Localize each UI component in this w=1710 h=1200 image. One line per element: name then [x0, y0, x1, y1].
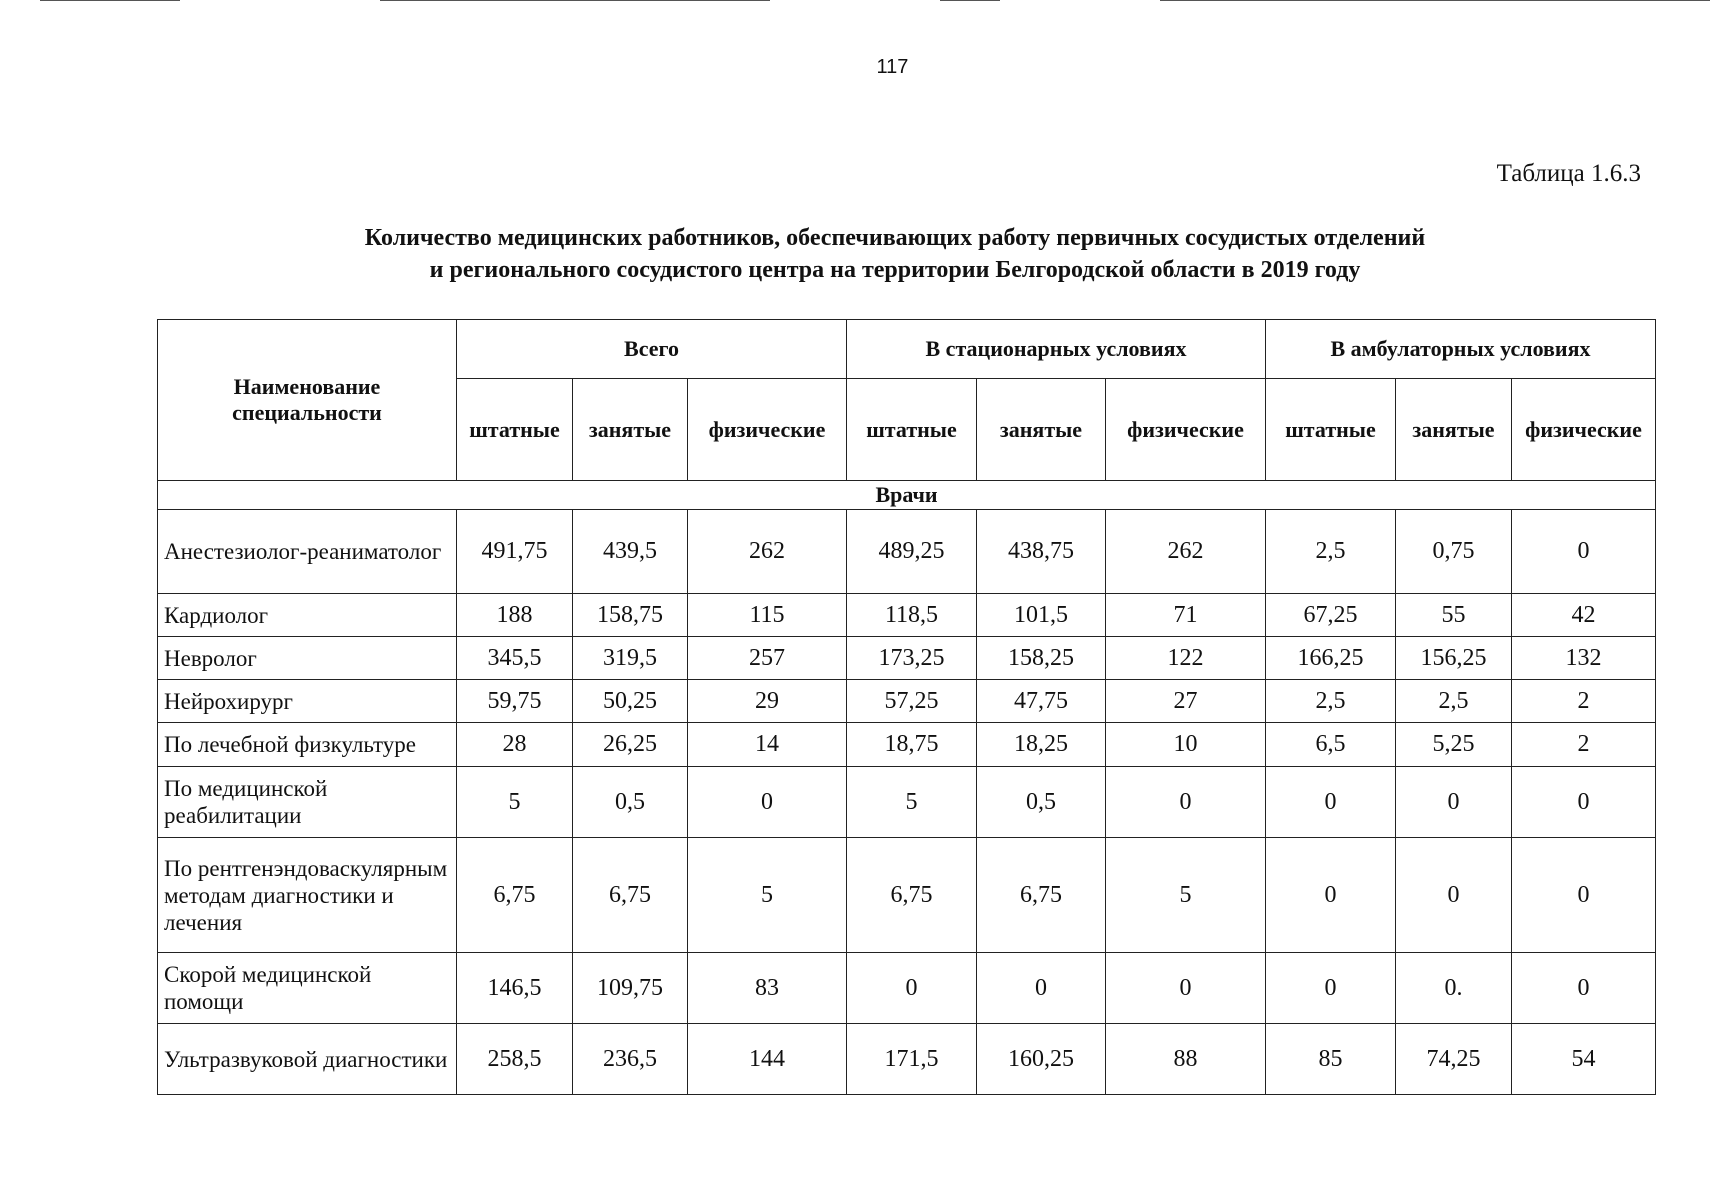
table-cell: 0: [1266, 953, 1396, 1024]
title-line-1: Количество медицинских работников, обеспечивающих работу первичных сосудистых отделений: [364, 225, 1426, 251]
table-cell: 6,75: [977, 838, 1106, 953]
table-cell: 262: [688, 510, 847, 594]
table-cell: 158,25: [977, 637, 1106, 680]
table-cell: 0: [1266, 838, 1396, 953]
header-subcolumn: штатные: [1266, 379, 1396, 481]
table-cell: 257: [688, 637, 847, 680]
table-cell: 18,25: [977, 723, 1106, 767]
header-subcolumn: занятые: [573, 379, 688, 481]
table-cell: 5: [688, 838, 847, 953]
table-cell: 489,25: [847, 510, 977, 594]
table-cell: 54: [1512, 1024, 1656, 1095]
row-specialty: Скорой медицинской помощи: [158, 953, 457, 1024]
table-cell: 55: [1396, 594, 1512, 637]
header-group-outpatient: В амбулаторных условиях: [1266, 320, 1656, 379]
table-cell: 2,5: [1266, 680, 1396, 723]
table-cell: 0: [847, 953, 977, 1024]
table-cell: 0: [688, 767, 847, 838]
row-specialty: Нейрохирург: [158, 680, 457, 723]
table-cell: 71: [1106, 594, 1266, 637]
table-cell: 0: [1106, 767, 1266, 838]
table-cell: 171,5: [847, 1024, 977, 1095]
table-cell: 0: [1106, 953, 1266, 1024]
header-subcolumn: занятые: [977, 379, 1106, 481]
document-title: [0, 222, 1710, 286]
table-cell: 0: [1512, 767, 1656, 838]
table-cell: 5,25: [1396, 723, 1512, 767]
table-cell: 0: [1266, 767, 1396, 838]
table-cell: 18,75: [847, 723, 977, 767]
table-cell: 439,5: [573, 510, 688, 594]
table-cell: 28: [457, 723, 573, 767]
table-cell: 2: [1512, 680, 1656, 723]
table-cell: 144: [688, 1024, 847, 1095]
table-cell: 0,5: [977, 767, 1106, 838]
table-cell: 115: [688, 594, 847, 637]
table-cell: 173,25: [847, 637, 977, 680]
table-cell: 438,75: [977, 510, 1106, 594]
table-cell: 122: [1106, 637, 1266, 680]
table-cell: 14: [688, 723, 847, 767]
header-group-inpatient: В стационарных условиях: [847, 320, 1266, 379]
table-cell: 0,5: [573, 767, 688, 838]
table-row: [158, 767, 1656, 838]
table-cell: 42: [1512, 594, 1656, 637]
table-row: [158, 680, 1656, 723]
table-cell: 156,25: [1396, 637, 1512, 680]
table-cell: 491,75: [457, 510, 573, 594]
header-subcolumn: физические: [1512, 379, 1656, 481]
table-cell: 2,5: [1266, 510, 1396, 594]
staff-table: [157, 319, 1656, 1095]
table-cell: 26,25: [573, 723, 688, 767]
table-cell: 160,25: [977, 1024, 1106, 1095]
table-row: [158, 723, 1656, 767]
table-cell: 6,75: [457, 838, 573, 953]
table-label: Таблица 1.6.3: [1496, 160, 1641, 187]
table-cell: 6,75: [847, 838, 977, 953]
table-cell: 2: [1512, 723, 1656, 767]
table-cell: 345,5: [457, 637, 573, 680]
table-cell: 132: [1512, 637, 1656, 680]
table-row: [158, 594, 1656, 637]
table-row: [158, 838, 1656, 953]
table-row: [158, 1024, 1656, 1095]
header-specialty: Наименование специальности: [158, 320, 457, 481]
table-cell: 0.: [1396, 953, 1512, 1024]
scan-edge-line: [940, 0, 1000, 1]
table-cell: 6,75: [573, 838, 688, 953]
header-subcolumn: занятые: [1396, 379, 1512, 481]
table-cell: 0: [1512, 838, 1656, 953]
table-cell: 0: [1512, 510, 1656, 594]
header-subcolumn: физические: [1106, 379, 1266, 481]
table-cell: 0: [977, 953, 1106, 1024]
table-cell: 6,5: [1266, 723, 1396, 767]
row-specialty: Ультразвуковой диагностики: [158, 1024, 457, 1095]
row-specialty: По медицинской реабилитации: [158, 767, 457, 838]
table-row: [158, 510, 1656, 594]
row-specialty: По рентгенэндоваскулярным методам диагностики и лечения: [158, 838, 457, 953]
table-cell: 188: [457, 594, 573, 637]
row-specialty: Анестезиолог-реаниматолог: [158, 510, 457, 594]
table-row: [158, 953, 1656, 1024]
table-cell: 258,5: [457, 1024, 573, 1095]
table-cell: 5: [1106, 838, 1266, 953]
table-cell: 50,25: [573, 680, 688, 723]
scan-edge-line: [40, 0, 180, 1]
table-cell: 88: [1106, 1024, 1266, 1095]
table-cell: 0,75: [1396, 510, 1512, 594]
table-cell: 67,25: [1266, 594, 1396, 637]
row-specialty: Кардиолог: [158, 594, 457, 637]
table-cell: 5: [847, 767, 977, 838]
section-label: Врачи: [158, 481, 1656, 510]
section-row: [158, 481, 1656, 510]
table-cell: 47,75: [977, 680, 1106, 723]
table-cell: 0: [1396, 767, 1512, 838]
table-cell: 85: [1266, 1024, 1396, 1095]
table-cell: 146,5: [457, 953, 573, 1024]
table-cell: 5: [457, 767, 573, 838]
table-cell: 59,75: [457, 680, 573, 723]
header-row-groups: [158, 320, 1656, 379]
header-subcolumn: штатные: [457, 379, 573, 481]
table-cell: 83: [688, 953, 847, 1024]
table-cell: 10: [1106, 723, 1266, 767]
table-cell: 262: [1106, 510, 1266, 594]
table-cell: 0: [1396, 838, 1512, 953]
table-cell: 109,75: [573, 953, 688, 1024]
row-specialty: Невролог: [158, 637, 457, 680]
scan-edge-line: [1160, 0, 1710, 1]
header-subcolumn: штатные: [847, 379, 977, 481]
header-subcolumn: физические: [688, 379, 847, 481]
table-row: [158, 637, 1656, 680]
table-cell: 57,25: [847, 680, 977, 723]
table-cell: 166,25: [1266, 637, 1396, 680]
table-cell: 74,25: [1396, 1024, 1512, 1095]
table-cell: 29: [688, 680, 847, 723]
scan-edge-line: [380, 0, 770, 1]
table-cell: 319,5: [573, 637, 688, 680]
table-cell: 2,5: [1396, 680, 1512, 723]
table-cell: 101,5: [977, 594, 1106, 637]
header-group-total: Всего: [457, 320, 847, 379]
table-cell: 0: [1512, 953, 1656, 1024]
table-cell: 118,5: [847, 594, 977, 637]
page-number: 117: [876, 56, 909, 78]
row-specialty: По лечебной физкультуре: [158, 723, 457, 767]
table-cell: 158,75: [573, 594, 688, 637]
title-line-2: и регионального сосудистого центра на территории Белгородской области в 2019 году: [429, 257, 1361, 283]
table-cell: 27: [1106, 680, 1266, 723]
table-cell: 236,5: [573, 1024, 688, 1095]
